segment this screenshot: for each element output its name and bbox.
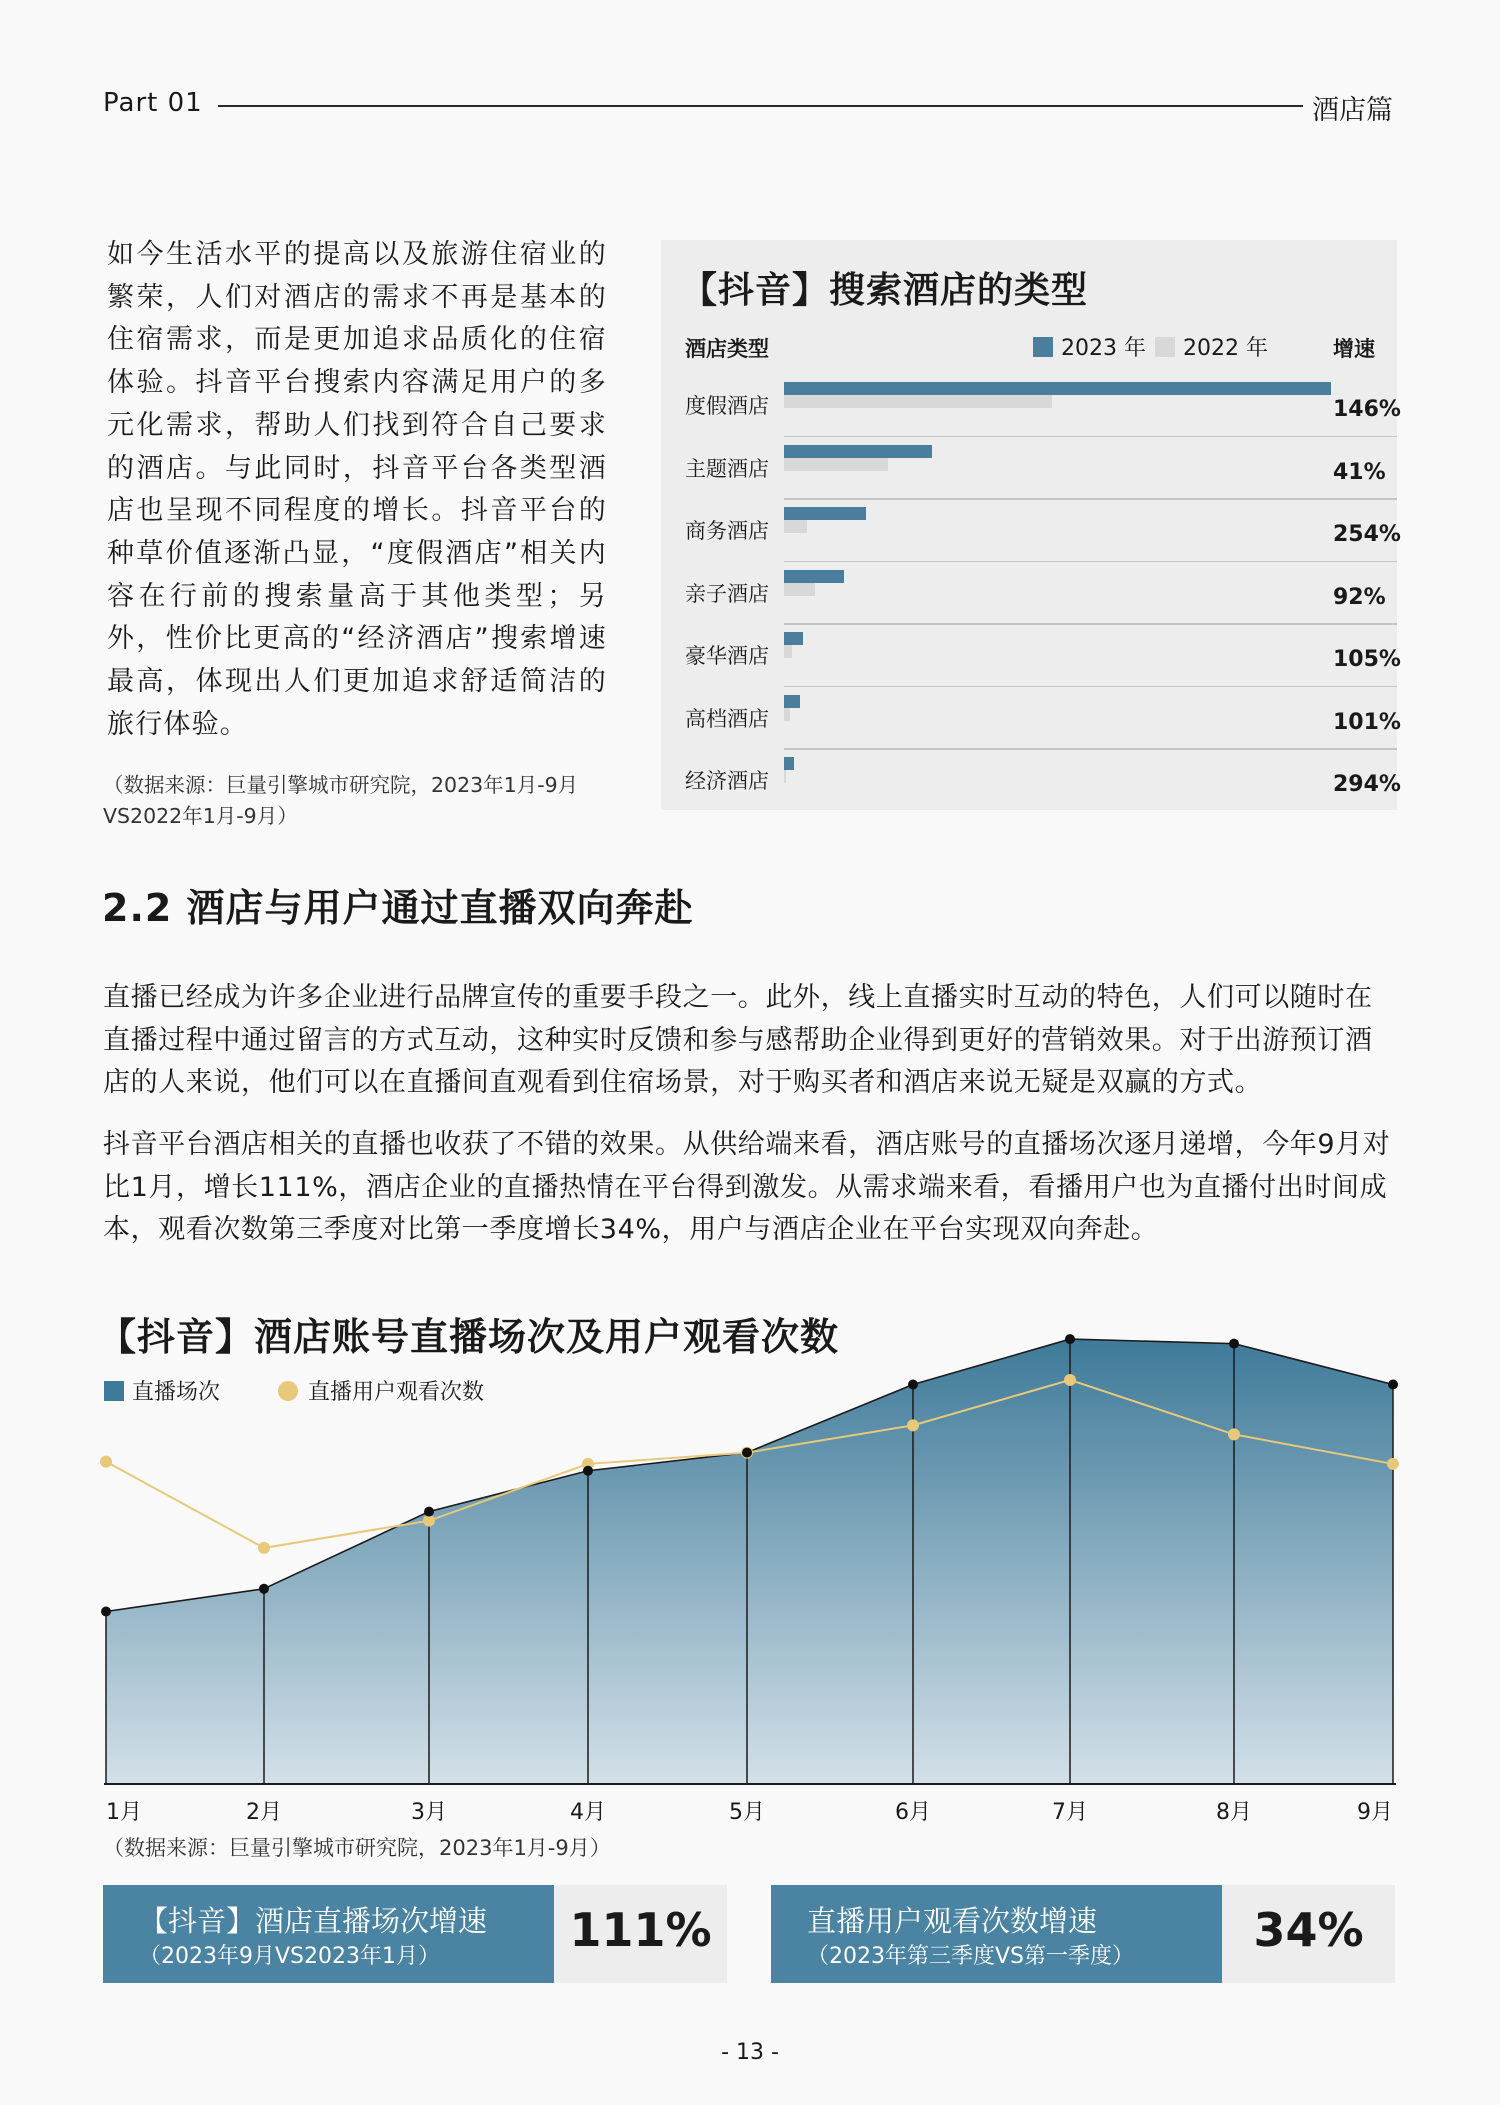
intro-paragraph: 如今生活水平的提高以及旅游住宿业的繁荣，人们对酒店的需求不再是基本的住宿需求，而是更加追求品质化的住宿体验。抖音平台搜索内容满足用户的多元化需求，帮助人们找到符合自己要求的酒店。与此同时，抖音平台各类型酒店也呈现不同程度的增长。抖音平台的种草价值逐渐凸显，“度假酒店”相关内容在行前的搜索量高于其他类型；另外，性价比更高的“经济酒店”搜索增速最高，体现出人们更加追求舒适简洁的旅行体验。 bbox=[107, 239, 607, 740]
views-point bbox=[1064, 1374, 1076, 1386]
live-chart-source: （数据来源：巨量引擎城市研究院，2023年1月-9月） bbox=[103, 1836, 611, 1860]
sessions-point bbox=[1065, 1334, 1075, 1344]
kpi-value: 34% bbox=[1253, 1903, 1364, 1957]
views-point bbox=[1387, 1458, 1399, 1470]
live-chart-title: 【抖音】酒店账号直播场次及用户观看次数 bbox=[98, 1315, 840, 1359]
section-title: 2.2 酒店与用户通过直播双向奔赴 bbox=[102, 886, 694, 930]
sessions-point bbox=[259, 1584, 269, 1594]
growth-value: 254% bbox=[1333, 522, 1401, 547]
kpi-label-block bbox=[103, 1885, 554, 1983]
legend-label: 直播用户观看次数 bbox=[308, 1380, 485, 1405]
x-tick-label: 1月 bbox=[106, 1800, 142, 1825]
bar-category-label: 高档酒店 bbox=[685, 706, 769, 731]
sessions-point bbox=[424, 1507, 434, 1517]
part-label: Part 01 bbox=[103, 88, 203, 118]
legend-label: 2022 年 bbox=[1183, 336, 1268, 361]
chart-title: 【抖音】搜索酒店的类型 bbox=[681, 270, 1089, 311]
page-number: - 13 - bbox=[721, 2040, 779, 2065]
sessions-point bbox=[742, 1448, 752, 1458]
legend-label: 直播场次 bbox=[132, 1380, 221, 1405]
section-paragraph-1: 直播已经成为许多企业进行品牌宣传的重要手段之一。此外，线上直播实时互动的特色，人们可以随时在直播过程中通过留言的方式互动，这种实时反馈和参与感帮助企业得到更好的营销效果。对于出游预订酒店的人来说，他们可以在直播间直观看到住宿场景，对于购买者和酒店来说无疑是双赢的方式。 bbox=[103, 982, 1373, 1098]
kpi-card-sessions bbox=[103, 1885, 727, 1983]
bar-category-label: 豪华酒店 bbox=[685, 644, 769, 668]
bar-category-label: 经济酒店 bbox=[685, 769, 769, 793]
growth-value: 101% bbox=[1333, 709, 1401, 735]
views-point bbox=[100, 1456, 112, 1468]
sessions-point bbox=[1388, 1379, 1398, 1389]
kpi-card-views bbox=[771, 1885, 1395, 1983]
growth-value: 105% bbox=[1333, 647, 1401, 672]
bar-category-label: 亲子酒店 bbox=[685, 581, 769, 606]
kpi-label: 【抖音】酒店直播场次增速 bbox=[139, 1904, 488, 1938]
growth-value: 146% bbox=[1333, 397, 1401, 422]
sessions-area bbox=[106, 1339, 1393, 1784]
x-tick-label: 2月 bbox=[246, 1800, 282, 1825]
x-tick-label: 4月 bbox=[570, 1800, 606, 1825]
growth-value: 294% bbox=[1333, 772, 1401, 797]
category-header: 酒店类型 bbox=[685, 337, 769, 361]
sessions-point bbox=[1229, 1339, 1239, 1349]
legend-label: 2023 年 bbox=[1061, 336, 1146, 361]
section-label: 酒店篇 bbox=[1312, 95, 1393, 126]
views-point bbox=[1228, 1428, 1240, 1440]
views-point bbox=[907, 1419, 919, 1431]
x-tick-label: 9月 bbox=[1357, 1800, 1393, 1825]
growth-value: 92% bbox=[1333, 584, 1386, 610]
kpi-sublabel: （2023年第三季度VS第一季度） bbox=[807, 1944, 1135, 1969]
x-tick-label: 6月 bbox=[895, 1800, 931, 1825]
kpi-label: 直播用户观看次数增速 bbox=[807, 1904, 1098, 1938]
kpi-sublabel: （2023年9月VS2023年1月） bbox=[139, 1944, 440, 1969]
x-tick-label: 7月 bbox=[1052, 1800, 1088, 1825]
bar-category-label: 主题酒店 bbox=[685, 456, 769, 481]
x-tick-label: 3月 bbox=[411, 1800, 447, 1825]
growth-header: 增速 bbox=[1333, 337, 1375, 361]
bar-category-label: 度假酒店 bbox=[685, 394, 769, 418]
sessions-point bbox=[101, 1606, 111, 1616]
x-tick-label: 8月 bbox=[1216, 1800, 1252, 1825]
bar-category-label: 商务酒店 bbox=[685, 519, 769, 543]
kpi-value: 111% bbox=[569, 1903, 712, 1957]
sessions-point bbox=[583, 1466, 593, 1476]
growth-value: 41% bbox=[1333, 459, 1386, 485]
x-tick-label: 5月 bbox=[729, 1800, 765, 1825]
section-paragraph-2: 抖音平台酒店相关的直播也收获了不错的效果。从供给端来看，酒店账号的直播场次逐月递增，今年9月对比1月，增长111%，酒店企业的直播热情在平台得到激发。从需求端来看，看播用户也为直播付出时间成本，观看次数第三季度对比第一季度增长34%，用户与酒店企业在平台实现双向奔赴。 bbox=[103, 1129, 1391, 1245]
views-point bbox=[258, 1542, 270, 1554]
intro-source: （数据来源：巨量引擎城市研究院，2023年1月-9月VS2022年1月-9月） bbox=[103, 773, 579, 828]
kpi-label-block bbox=[771, 1885, 1222, 1983]
sessions-point bbox=[908, 1379, 918, 1389]
